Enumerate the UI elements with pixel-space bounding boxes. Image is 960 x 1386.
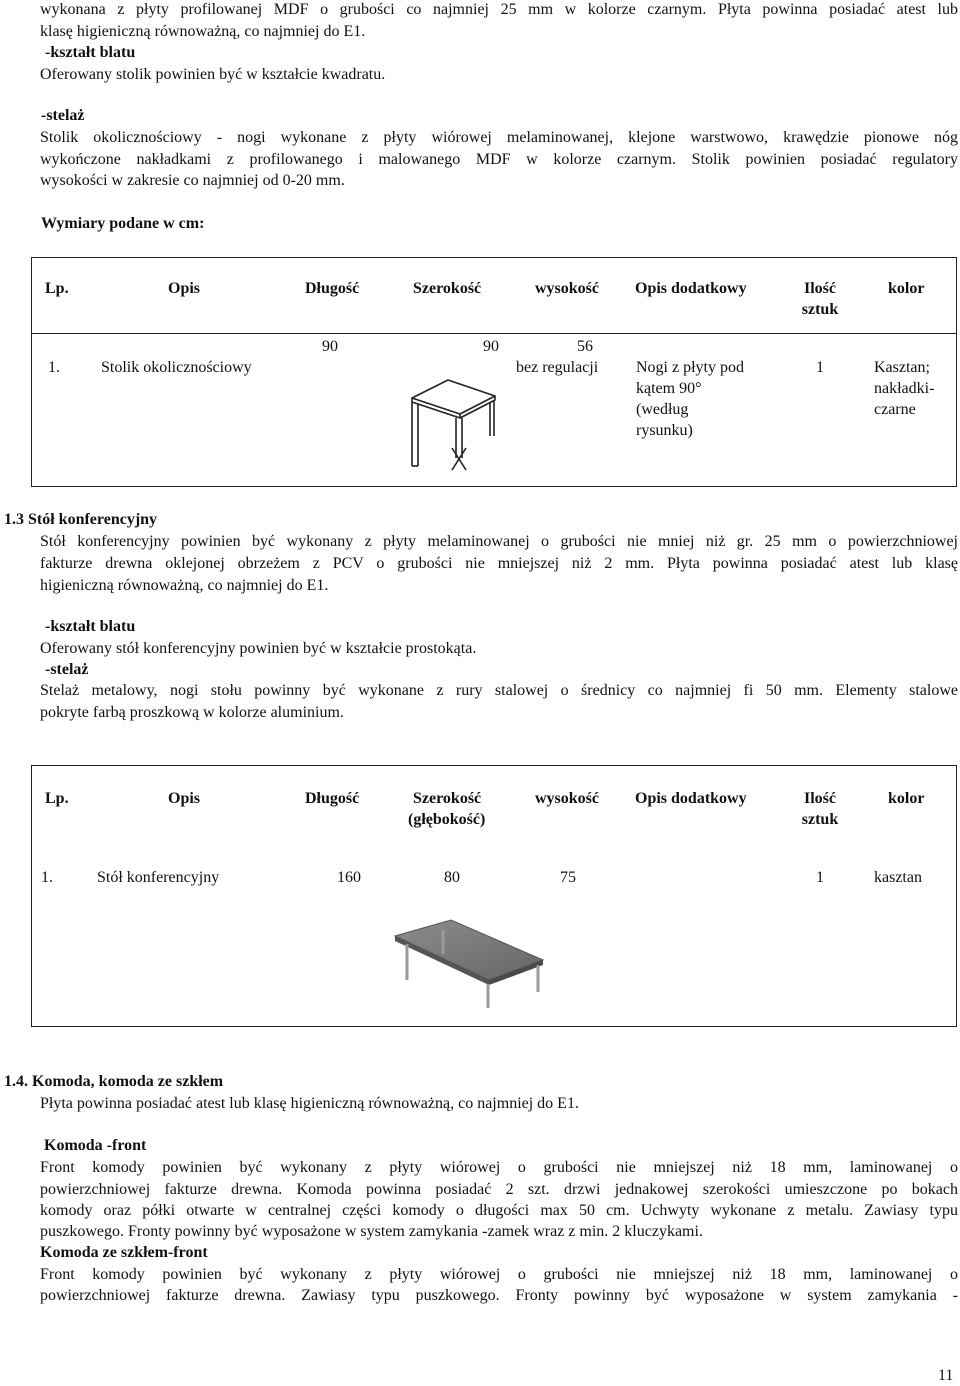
t1-header-wysokosc: wysokość (535, 280, 600, 297)
table-frame-line-2: wykończone nakładkami z profilowanego i malowanego MDF w kolorze czarnym. Stolik powinien posiadać regulatory (40, 151, 958, 168)
table-frame-line-3: wysokości w zakresie co najmniej od 0-20 mm. (40, 172, 345, 189)
t1-header-opis: Opis (168, 280, 201, 297)
intro-line-1: wykonana z płyty profilowanej MDF o grubości co najmniej 25 mm w kolorze czarnym. Płyta powinna posiadać atest lub (40, 1, 958, 18)
t1-header-sztuk: sztuk (801, 301, 839, 318)
page-number: 11 (938, 1367, 954, 1384)
table-frame-line-1: Stolik okolicznościowy - nogi wykonane z płyty wiórowej melaminowanej, klejone warstwowo, krawędzie pionowe nóg (40, 129, 958, 146)
t1-row-wysokosc-note: bez regulacji (516, 359, 599, 376)
s14-glass-line-1: Front komody powinien być wykonany z płyty wiórowej o grubości nie mniejszej niż 18 mm, laminowanej o (40, 1266, 958, 1283)
s14-front-line-2: powierzchniowej fakturze drewna. Komoda powinna posiadać 2 szt. drzwi jednakowej szerokości umieszczone po bokach (40, 1181, 958, 1198)
intro-line-2: klasę higieniczną równoważną, co najmniej do E1. (40, 23, 366, 40)
table-shape-heading: -kształt blatu (45, 44, 136, 61)
t1-row-dlugosc: 90 (322, 338, 338, 355)
t1-row-dodatkowy-1: Nogi z płyty pod (636, 359, 744, 376)
t1-row-dodatkowy-4: rysunku) (636, 422, 693, 439)
t1-row-dodatkowy-2: kątem 90° (636, 380, 702, 397)
section-1-3-heading: 1.3 Stół konferencyjny (4, 511, 158, 528)
s13-frame-line-1: Stelaż metalowy, nogi stołu powinny być wykonane z rury stalowej o średnicy co najmniej fi 50 mm. Elementy stalowe (40, 682, 958, 699)
t2-header-opis: Opis (168, 790, 201, 807)
t1-row-wysokosc: 56 (577, 338, 593, 355)
s14-front-line-4: puszkowego. Fronty powinny być wyposażone w system zamykania -zamek wraz z min. 2 kluczykami. (40, 1223, 703, 1240)
s13-p1-line-3: higieniczną równoważną, co najmniej do E1. (40, 577, 329, 594)
t1-row-opis: Stolik okolicznościowy (101, 359, 252, 376)
s14-front-line-3: komody oraz półki otwarte w centralnej części komody o długości max 50 cm. Uchwyty wykonane z metalu. Zawiasy typu (40, 1202, 958, 1219)
t1-row-ilosc: 1 (816, 359, 824, 376)
t1-header-dlugosc: Długość (305, 280, 360, 297)
t2-row-kolor: kasztan (874, 869, 922, 886)
t2-header-sztuk: sztuk (801, 811, 839, 828)
t1-row-kolor-2: nakładki- (874, 380, 935, 397)
s14-front-line-1: Front komody powinien być wykonany z płyty wiórowej o grubości nie mniejszej niż 18 mm, laminowanej o (40, 1159, 958, 1176)
t1-row-dodatkowy-3: (według (636, 401, 689, 418)
conference-table-drawing (393, 918, 553, 1013)
t1-row-szerokosc: 90 (483, 338, 499, 355)
s13-p1-line-1: Stół konferencyjny powinien być wykonany z płyty melaminowanej o grubości nie mniej niż gr. 25 mm o powierzchniowej (40, 533, 958, 550)
table-divider (32, 333, 956, 334)
t2-header-szerokosc: Szerokość (413, 790, 482, 807)
t2-row-dlugosc: 160 (337, 869, 361, 886)
dimensions-heading: Wymiary podane w cm: (41, 215, 205, 232)
t1-header-ilosc: Ilość (804, 280, 836, 297)
t1-header-lp: Lp. (45, 280, 69, 297)
t1-row-kolor-1: Kasztan; (874, 359, 930, 376)
t1-row-kolor-3: czarne (874, 401, 916, 418)
s14-glass-heading: Komoda ze szkłem-front (40, 1244, 208, 1261)
t2-row-opis: Stół konferencyjny (97, 869, 220, 886)
s14-glass-line-2: powierzchniowej fakturze drewna. Zawiasy typu puszkowego. Fronty powinny być wyposażone w system zamykania - (40, 1287, 958, 1304)
table-frame-heading: -stelaż (41, 107, 85, 124)
t2-header-lp: Lp. (45, 790, 69, 807)
t2-header-glebokosc: (głębokość) (408, 811, 486, 828)
s13-shape-text: Oferowany stół konferencyjny powinien być w kształcie prostokąta. (40, 640, 477, 657)
t2-header-kolor: kolor (888, 790, 925, 807)
s14-intro: Płyta powinna posiadać atest lub klasę higieniczną równoważną, co najmniej do E1. (40, 1095, 579, 1112)
t2-header-wysokosc: wysokość (535, 790, 600, 807)
occasional-table-drawing (400, 378, 500, 474)
s13-p1-line-2: fakturze drewna oklejonej obrzeżem z PCV o grubości nie mniejszej niż 2 mm. Płyta powinna posiadać atest lub klasę (40, 555, 958, 572)
t1-header-dodatkowy: Opis dodatkowy (635, 280, 747, 297)
t1-header-kolor: kolor (888, 280, 925, 297)
t2-header-ilosc: Ilość (804, 790, 836, 807)
section-1-4-heading: 1.4. Komoda, komoda ze szkłem (4, 1073, 224, 1090)
s13-frame-heading: -stelaż (45, 661, 89, 678)
t1-row-lp: 1. (48, 359, 60, 376)
s13-frame-line-2: pokryte farbą proszkową w kolorze aluminium. (40, 704, 344, 721)
t2-row-szerokosc: 80 (444, 869, 460, 886)
t1-header-szerokosc: Szerokość (413, 280, 482, 297)
t2-row-ilosc: 1 (816, 869, 824, 886)
t2-header-dodatkowy: Opis dodatkowy (635, 790, 747, 807)
t2-header-dlugosc: Długość (305, 790, 360, 807)
s14-front-heading: Komoda -front (44, 1137, 147, 1154)
s13-shape-heading: -kształt blatu (45, 618, 136, 635)
t2-row-wysokosc: 75 (560, 869, 576, 886)
t2-row-lp: 1. (41, 869, 53, 886)
table-shape-text: Oferowany stolik powinien być w kształcie kwadratu. (40, 66, 386, 83)
